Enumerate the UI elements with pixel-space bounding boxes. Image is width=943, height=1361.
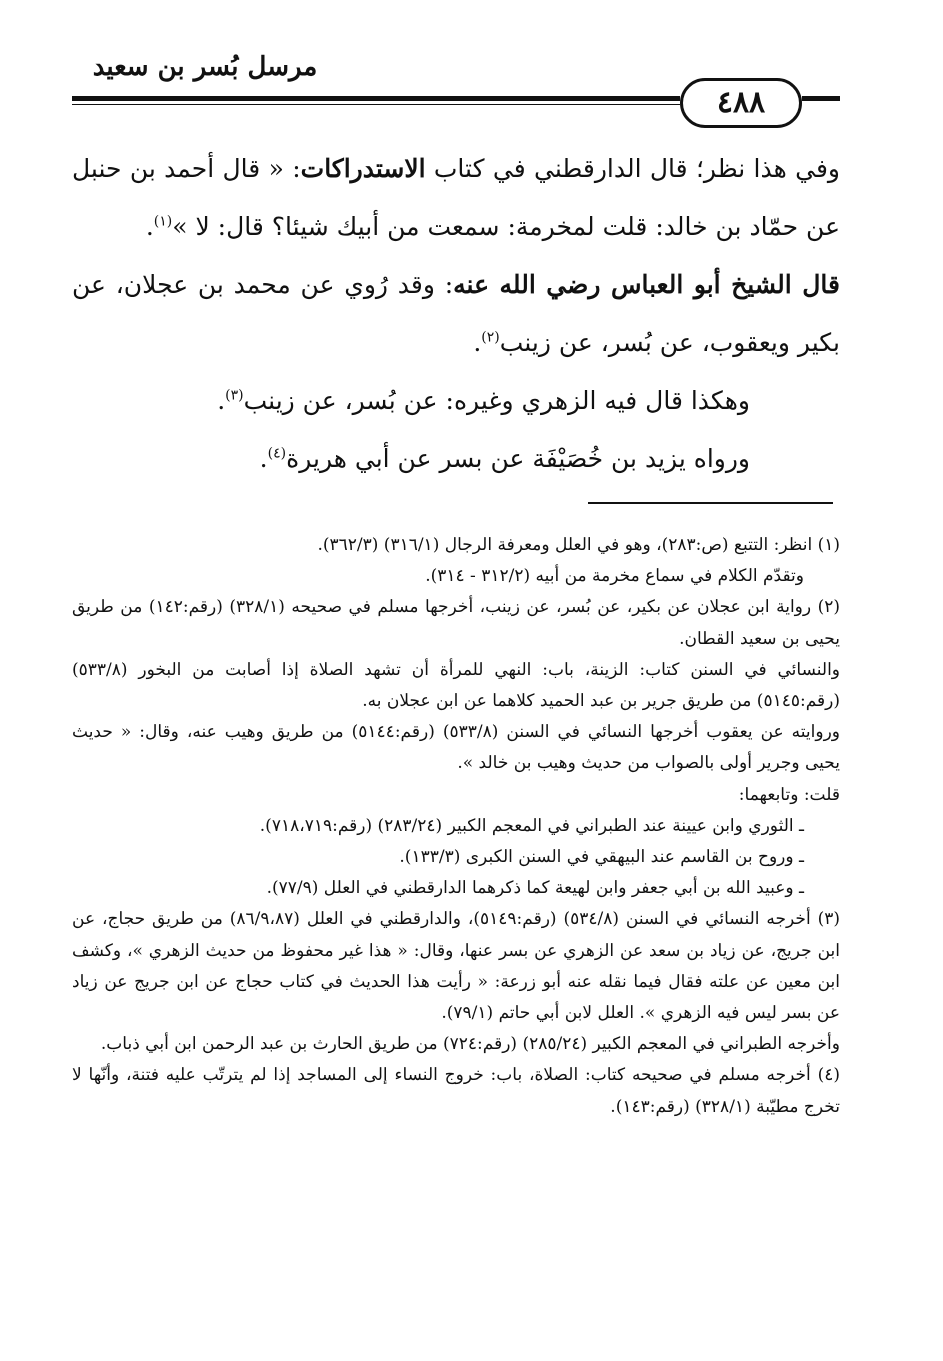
p1-text-b: : « قال أحمد بن حنبل عن حمّاد بن خالد: قلت لمخرمة: سمعت من أبيك شيئا؟ قال: لا » <box>72 154 840 241</box>
p2-text: : وقد رُوي عن محمد بن عجلان، عن بكير ويعقوب، عن بُسر، عن زينب <box>72 270 840 357</box>
p4-text: ورواه يزيد بن خُصَيْفَة عن بسر عن أبي هريرة <box>286 444 750 473</box>
footnote-2-follower-3: ـ وعبيد الله بن أبي جعفر وابن لهيعة كما ذكرهما الدارقطني في العلل (٧٧/٩). <box>266 878 804 899</box>
main-text <box>72 140 840 488</box>
footnote-2-follower-1: ـ الثوري وابن عيينة عند الطبراني في المعجم الكبير (٢٨٣/٢٤) (رقم:٧١٨،٧١٩). <box>259 815 804 836</box>
footnote-3: (٣) أخرجه النسائي في السنن (٥٣٤/٨) (رقم:٥١٤٩)، والدارقطني في العلل (٨٦/٩،٨٧) من طريق حجاج، عن ابن جريج، عن زياد بن سعد عن الزهري عن بسر عنها، وقال: « هذا غير محفوظ من حديث الزهري »، وكشف ابن معين عن علته فقال فيما نقله عنه أبو زرعة: « رأيت هذا الحديث في كتاب حجاج عن ابن جريج عن زياد عن بسر ليس فيه الزهري ». العلل لابن أبي حاتم (٧٩/١). <box>72 909 841 1024</box>
footnote-2-follower-2: ـ وروح بن القاسم عند البيهقي في السنن الكبرى (١٣٣/٣). <box>399 847 804 868</box>
footnote-ref-1: (١) <box>153 213 173 230</box>
footnote-3-tabarani: وأخرجه الطبراني في المعجم الكبير (٢٨٥/٢٤) (رقم:٧٢٤) من طريق الحارث بن عبد الرحمن ابن أبي ذباب. <box>100 1034 840 1055</box>
footnote-ref-2: (٢) <box>481 329 500 346</box>
running-header-title: مرسل بُسر بن سعيد <box>92 52 318 82</box>
header-rule-thin <box>72 104 680 105</box>
footnotes <box>72 530 840 1123</box>
footnote-ref-4: (٤) <box>267 445 287 462</box>
p2-end: . <box>473 328 482 357</box>
footnote-separator <box>588 502 833 504</box>
footnote-2-nasai: والنسائي في السنن كتاب: الزينة، باب: النهي للمرأة أن تشهد الصلاة إذا أصابت من البخور (٥٣٣/٨) (رقم:٥١٤٥) من طريق جرير بن عبد الحميد كلاهما عن ابن عجلان به. <box>72 659 840 712</box>
footnote-2-yaqub: وروايته عن يعقوب أخرجها النسائي في السنن (٥٣٣/٨) (رقم:٥١٤٤) من طريق وهيب عنه، وقال: « حديث يحيى وجرير أولى بالصواب من حديث وهيب بن خالد ». <box>72 722 840 774</box>
p1-end: . <box>145 212 154 241</box>
p1-text-a: وفي هذا نظر؛ قال الدارقطني في كتاب <box>425 154 840 183</box>
p3-text: وهكذا قال فيه الزهري وغيره: عن بُسر، عن زينب <box>243 386 750 415</box>
footnote-4: (٤) أخرجه مسلم في صحيحه كتاب: الصلاة، باب: خروج النساء إلى المساجد إذا لم يترتّب عليه فتنة، وأنّها لا تخرج مطيّبة (٣٢٨/١) (رقم:١٤٣). <box>72 1065 840 1117</box>
header-rule-right <box>802 96 840 101</box>
paragraph-1 <box>72 140 840 256</box>
header-rule <box>72 96 680 101</box>
footnote-2-followers-heading: قلت: وتابعهما: <box>738 784 840 805</box>
p3-end: . <box>217 386 226 415</box>
p1-bold-title: الاستدراكات <box>300 154 426 183</box>
footnote-2: (٢) رواية ابن عجلان عن بكير، عن بُسر، عن زينب، أخرجها مسلم في صحيحه (٣٢٨/١) (رقم:١٤٢) من طريق يحيى بن سعيد القطان. <box>72 597 841 649</box>
paragraph-4 <box>72 430 840 488</box>
paragraph-3 <box>72 372 840 430</box>
footnote-1: (١) انظر: التتبع (ص:٢٨٣)، وهو في العلل ومعرفة الرجال (٣١٦/١) (٣٦٢/٣). <box>317 535 840 555</box>
page-number: ٤٨٨ <box>680 78 802 128</box>
footnote-1-continuation: وتقدّم الكلام في سماع مخرمة من أبيه (٣١٢/٢ - ٣١٤). <box>425 566 804 587</box>
p2-bold-speaker: قال الشيخ أبو العباس رضي الله عنه <box>453 270 840 299</box>
p4-end: . <box>259 444 268 473</box>
footnote-ref-3: (٣) <box>225 387 244 404</box>
paragraph-2 <box>72 256 840 372</box>
